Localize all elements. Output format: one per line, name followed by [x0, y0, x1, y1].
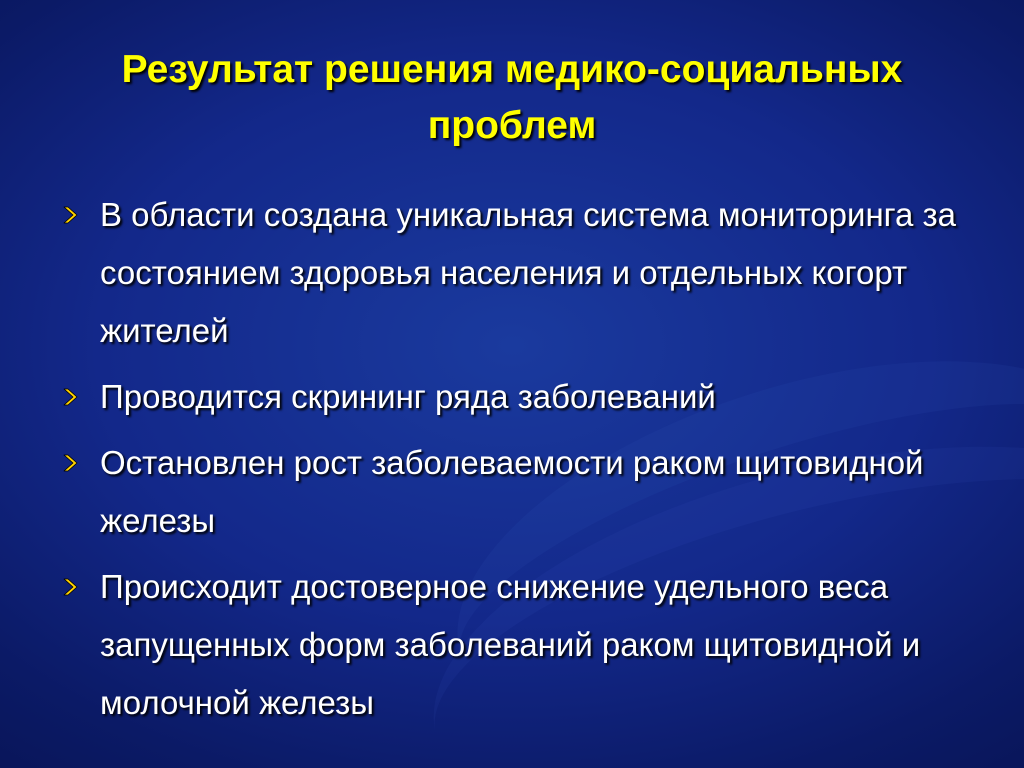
bullet-list — [58, 186, 978, 740]
bullet-text: Проводится скрининг ряда заболеваний — [100, 378, 716, 415]
chevron-right-icon — [62, 454, 80, 472]
bullet-text: В области создана уникальная система мониторинга за состоянием здоровья населения и отдельных когорт жителей — [100, 196, 956, 349]
chevron-right-icon — [62, 206, 80, 224]
bullet-item — [58, 558, 978, 732]
bullet-item — [58, 368, 978, 426]
bullet-text: Остановлен рост заболеваемости раком щитовидной железы — [100, 444, 924, 539]
bullet-item — [58, 434, 978, 550]
chevron-right-icon — [62, 388, 80, 406]
bullet-item — [58, 186, 978, 360]
slide-title: Результат решения медико-социальных проблем — [121, 48, 903, 147]
chevron-right-icon — [62, 578, 80, 596]
bullet-text: Происходит достоверное снижение удельного веса запущенных форм заболеваний раком щитовидной и молочной железы — [100, 568, 921, 721]
